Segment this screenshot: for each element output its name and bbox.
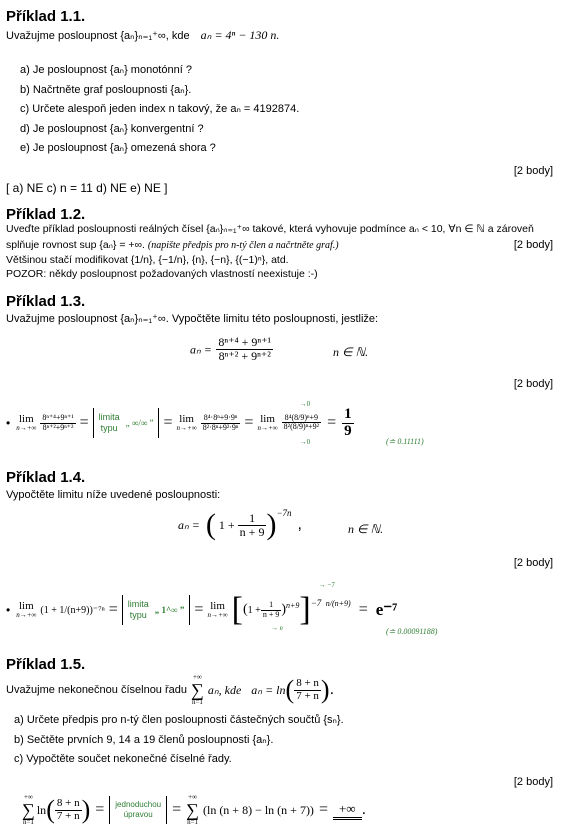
- p4-result: e⁻⁷: [375, 600, 398, 619]
- p4-frac-num: 1: [238, 512, 267, 526]
- p5-sol-num: 8 + n: [56, 796, 80, 809]
- p4-domain: n ∈ ℕ.: [348, 522, 384, 536]
- p5-item-b: b) Sečtěte prvních 9, 14 a 19 členů posloupnosti {aₙ}.: [14, 734, 274, 746]
- p4-lim2: [207, 601, 227, 619]
- p5-period: .: [329, 681, 335, 698]
- p4-inner2-num: 1: [261, 601, 282, 610]
- p4-box-text: [128, 599, 149, 621]
- p3-s3: [282, 399, 321, 447]
- p1-item-b: b) Načrtněte graf posloupnosti {aₙ}.: [20, 84, 192, 96]
- p5-sum-top: +∞: [192, 673, 202, 681]
- p3-arrow-bot: →0: [299, 438, 311, 447]
- p3-domain: n ∈ ℕ.: [333, 345, 369, 359]
- p5-result: +∞: [333, 801, 362, 820]
- p5-sol-sum-bot: n=1: [22, 818, 34, 826]
- p4-inner: (1 + 1/(n+9))⁻⁷ⁿ: [40, 604, 105, 616]
- p3-s-den: 8ⁿ⁺²+9ⁿ⁺²: [42, 422, 74, 432]
- p3-points: [2 body]: [513, 378, 553, 390]
- p3-lim2: [177, 414, 197, 432]
- p4-paren-open: (: [205, 508, 216, 541]
- p5-sol-frac: [55, 798, 82, 822]
- p4-inner2-den: n + 9: [262, 609, 280, 619]
- p3-fraction: [216, 336, 273, 362]
- p4-inner2-exp: n+9: [286, 601, 300, 611]
- p4-eq2: =: [194, 601, 204, 618]
- p5-points: [2 body]: [513, 776, 553, 788]
- p4-inner2: [243, 600, 300, 632]
- p4-formula: [178, 508, 302, 542]
- p2-line4: POZOR: někdy posloupnost požadovaných vlastností neexistuje :-): [6, 268, 318, 280]
- p5-sol-sum2-top: +∞: [188, 793, 198, 801]
- p5-item-a: a) Určete předpis pro n-tý člen posloupnosti částečných součtů {sₙ}.: [14, 714, 344, 726]
- p3-s2-frac: [201, 414, 241, 432]
- p3-arrow-top: →0: [299, 399, 311, 408]
- p4-inner2-paren-close: ): [281, 602, 286, 617]
- p5-intro: [6, 672, 334, 708]
- p1-formula: aₙ = 4ⁿ − 130 n.: [200, 28, 280, 42]
- p5-sum-bot: n=1: [191, 698, 203, 706]
- p5-note-box: [109, 796, 167, 824]
- p4-inner2-paren-open: (: [243, 602, 248, 617]
- p4-comma: ,: [297, 516, 302, 533]
- p3-formula: [190, 336, 273, 362]
- p2-line2b: (napište předpis pro n-tý člen a načrtněte graf.): [147, 240, 339, 251]
- p5-frac: [294, 678, 321, 702]
- p4-arrow-e: → e: [271, 623, 283, 632]
- p4-box-type: „ 1^∞ ”: [154, 605, 185, 615]
- p3-s3-num: 8⁴(8/9)ⁿ+9: [282, 414, 321, 423]
- p5-sol-sigma2: ∑: [186, 800, 199, 820]
- p4-lim-sub: n→+∞: [16, 611, 37, 619]
- p4-points: [2 body]: [513, 557, 553, 569]
- p5-note-bot: úpravou: [123, 810, 153, 819]
- p4-lim2-sub: n→+∞: [207, 611, 228, 619]
- p5-sol-ln: ln: [36, 802, 47, 817]
- p4-exp: −7n: [276, 508, 292, 518]
- p4-title: Příklad 1.4.: [6, 469, 86, 486]
- p5-frac-den: 7 + n: [296, 689, 319, 702]
- p3-lim-word: lim: [18, 413, 34, 425]
- p2-line3: Většinou stačí modifikovat {1/n}, {−1/n}, {n}, {−n}, {(−1)ⁿ}, atd.: [6, 254, 289, 266]
- p5-eq3: =: [318, 801, 328, 818]
- p3-box-type: „ ∞/∞ ”: [125, 418, 154, 428]
- p2-line2a: splňuje rovnost sup {aₙ} = +∞.: [6, 239, 145, 251]
- p4-type-box: [122, 595, 191, 625]
- p1-intro-text: Uvažujme posloupnost {aₙ}ₙ₌₁⁺∞, kde: [6, 30, 190, 42]
- p5-sol-paren-open: (: [46, 795, 55, 824]
- p4-bracket-expr: [231, 581, 351, 632]
- p1-item-a: a) Je posloupnost {aₙ} monotónní ?: [20, 64, 192, 76]
- p4-exp-frac: n/(n+9): [325, 599, 351, 608]
- p2-line2: [6, 239, 339, 251]
- p4-eq3: =: [358, 601, 368, 618]
- p4-lim: [16, 601, 36, 619]
- p5-note-top: jednoduchou: [115, 800, 162, 810]
- p4-box-top: limita: [127, 599, 149, 610]
- p3-solution: [6, 400, 354, 446]
- p4-lim-word: lim: [18, 600, 34, 612]
- p2-title: Příklad 1.2.: [6, 206, 86, 223]
- p5-item-c: c) Vypočtěte součet nekonečné číselné řady.: [14, 753, 232, 765]
- p5-sol-sum-top: +∞: [23, 793, 33, 801]
- p3-lim2-sub: n→+∞: [176, 424, 197, 432]
- p4-inner2-frac: [261, 601, 282, 619]
- p3-s3-den: 8²(8/9)ⁿ+9²: [283, 422, 320, 432]
- p5-paren-close: ): [320, 675, 330, 704]
- p4-bullet: •: [6, 603, 11, 617]
- p3-eq1: =: [79, 414, 89, 431]
- p3-an: aₙ =: [190, 342, 212, 357]
- p3-box-top: limita: [98, 412, 120, 423]
- p5-note-text: [115, 800, 161, 819]
- p5-sol-sigma: ∑: [22, 800, 35, 820]
- p3-lim2-word: lim: [179, 413, 194, 425]
- p5-sol-den: 7 + n: [56, 809, 80, 822]
- p5-eq2: =: [172, 801, 182, 818]
- p5-sigma: ∑: [191, 680, 204, 700]
- p4-approx: (≐ 0.00091188): [386, 627, 438, 636]
- p3-s-frac: [40, 414, 75, 432]
- p4-an: aₙ =: [178, 517, 200, 532]
- p3-lim3-sub: n→+∞: [257, 424, 278, 432]
- p5-paren-open: (: [285, 675, 295, 704]
- p3-s2-num: 8⁴·8ⁿ+9·9ⁿ: [201, 414, 241, 423]
- p3-result-num: 1: [344, 405, 352, 422]
- p5-expanded: (ln (n + 8) − ln (n + 7)): [202, 802, 314, 817]
- p1-points: [2 body]: [513, 165, 553, 177]
- p2-line1: Uveďte příklad posloupnosti reálných čísel {aₙ}ₙ₌₁⁺∞ takové, která vyhovuje podmínce aₙ < 10, ∀n ∈ ℕ a zároveň: [6, 223, 534, 235]
- p5-sol-sum2: [186, 794, 199, 826]
- p4-paren-close: ): [266, 508, 277, 541]
- p5-eq1: =: [95, 801, 105, 818]
- p3-bullet: •: [6, 416, 11, 430]
- p4-inner2-one: 1 +: [247, 604, 261, 616]
- p3-approx: (≐ 0.11111): [386, 437, 424, 446]
- p5-sol-paren-close: ): [81, 795, 91, 824]
- p1-title: Příklad 1.1.: [6, 8, 86, 25]
- p3-den: 8ⁿ⁺² + 9ⁿ⁺²: [218, 348, 271, 363]
- p4-bracket-open: [: [231, 591, 243, 628]
- p3-s-num: 8ⁿ⁺⁴+9ⁿ⁺¹: [42, 413, 74, 423]
- p3-result-den: 9: [344, 422, 352, 439]
- p5-an: aₙ = ln: [251, 682, 286, 697]
- p1-intro: [6, 28, 279, 43]
- p3-s3-frac: [282, 414, 321, 432]
- p3-eq3: =: [244, 414, 254, 431]
- p4-frac: [238, 512, 267, 538]
- p5-solution: [22, 790, 366, 830]
- p4-exp-outer: −7: [310, 598, 322, 608]
- p4-outer-exp: [310, 581, 351, 611]
- p3-intro: Uvažujme posloupnost {aₙ}ₙ₌₁⁺∞. Vypočtěte limitu této posloupnosti, jestliže:: [6, 313, 379, 325]
- p3-result: [342, 407, 354, 440]
- p3-lim3: [257, 414, 277, 432]
- p4-bracket-close: ]: [299, 591, 311, 628]
- p5-sum-an: aₙ, kde: [207, 682, 242, 697]
- p1-item-e: e) Je posloupnost {aₙ} omezená shora ?: [20, 142, 216, 154]
- p4-lim2-word: lim: [210, 600, 225, 612]
- p3-eq2: =: [163, 414, 173, 431]
- p5-intro-text: Uvažujme nekonečnou číselnou řadu: [6, 684, 188, 696]
- p4-one-plus: 1 +: [218, 517, 235, 532]
- p3-box-bot: typu: [100, 423, 118, 433]
- p3-num: 8ⁿ⁺⁴ + 9ⁿ⁺¹: [218, 335, 272, 349]
- p4-solution: [6, 581, 398, 636]
- p1-item-c: c) Určete alespoň jeden index n takový, že aₙ = 4192874.: [20, 103, 300, 115]
- p5-frac-num: 8 + n: [296, 676, 319, 689]
- p3-lim-sub: n→+∞: [16, 424, 37, 432]
- p5-sol-sum: [22, 794, 35, 826]
- p3-type-box: [93, 408, 160, 438]
- p3-lim3-word: lim: [260, 413, 275, 425]
- p4-arrow-m7: → −7: [318, 581, 335, 589]
- p2-points: [2 body]: [513, 239, 553, 251]
- p3-s2-den: 8²·8ⁿ+9²·9ⁿ: [202, 422, 239, 432]
- p1-answer: [ a) NE c) n = 11 d) NE e) NE ]: [6, 181, 168, 195]
- p5-sol-sum2-bot: n=1: [187, 818, 199, 826]
- p3-title: Příklad 1.3.: [6, 293, 86, 310]
- p5-sum: [191, 674, 204, 706]
- p5-end-period: .: [361, 801, 367, 818]
- p4-frac-den: n + 9: [239, 524, 265, 539]
- p3-box-text: [99, 412, 120, 434]
- p3-eq4: =: [327, 414, 337, 431]
- p5-title: Příklad 1.5.: [6, 656, 86, 673]
- p4-eq1: =: [108, 601, 118, 618]
- p1-item-d: d) Je posloupnost {aₙ} konvergentní ?: [20, 123, 204, 135]
- p4-intro: Vypočtěte limitu níže uvedené posloupnosti:: [6, 489, 221, 501]
- p4-box-bot: typu: [129, 610, 147, 620]
- p3-lim: [16, 414, 36, 432]
